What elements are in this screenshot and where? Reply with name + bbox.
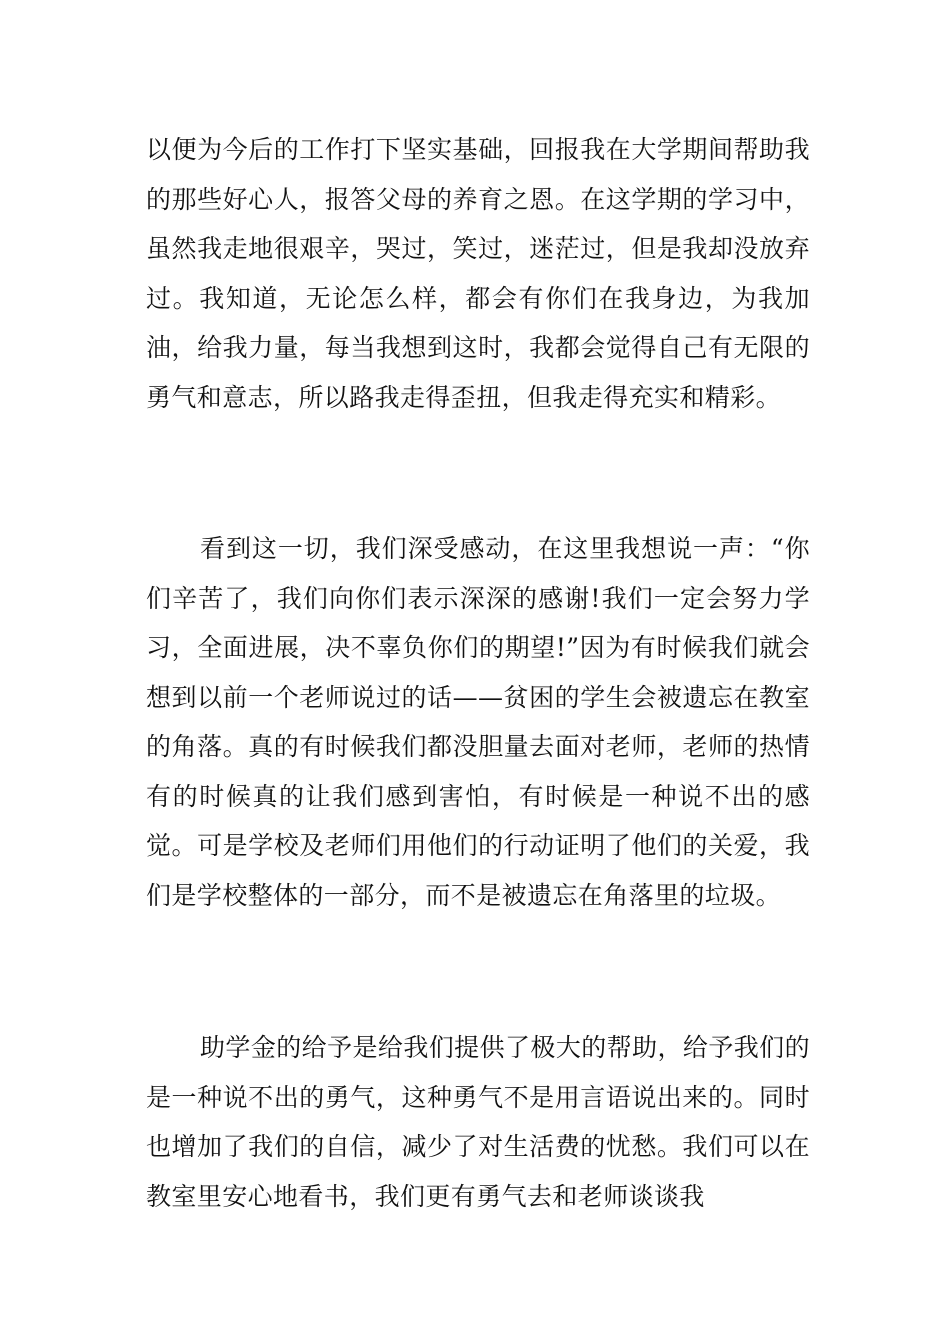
paragraph-3: 助学金的给予是给我们提供了极大的帮助，给予我们的是一种说不出的勇气，这种勇气不是用言语说出来的。同时也增加了我们的自信，减少了对生活费的忧愁。我们可以在教室里安心地看书，我们更有勇气去和老师谈谈我 (146, 1033, 810, 1211)
paragraph-1: 以便为今后的工作打下坚实基础，回报我在大学期间帮助我的那些好心人，报答父母的养育之恩。在这学期的学习中，虽然我走地很艰辛，哭过，笑过，迷茫过，但是我却没放弃过。我知道，无论怎么样，都会有你们在我身边，为我加油，给我力量，每当我想到这时，我都会觉得自己有无限的勇气和意志，所以路我走得歪扭，但我走得充实和精彩。 (146, 135, 810, 412)
paragraph-2: 看到这一切，我们深受感动，在这里我想说一声：“你们辛苦了，我们向你们表示深深的感谢!我们一定会努力学习，全面进展，决不辜负你们的期望!”因为有时候我们就会想到以前一个老师说过的话——贫困的学生会被遗忘在教室的角落。真的有时候我们都没胆量去面对老师，老师的热情有的时候真的让我们感到害怕，有时候是一种说不出的感觉。可是学校及老师们用他们的行动证明了他们的关爱，我们是学校整体的一部分，而不是被遗忘在角落里的垃圾。 (146, 534, 810, 910)
